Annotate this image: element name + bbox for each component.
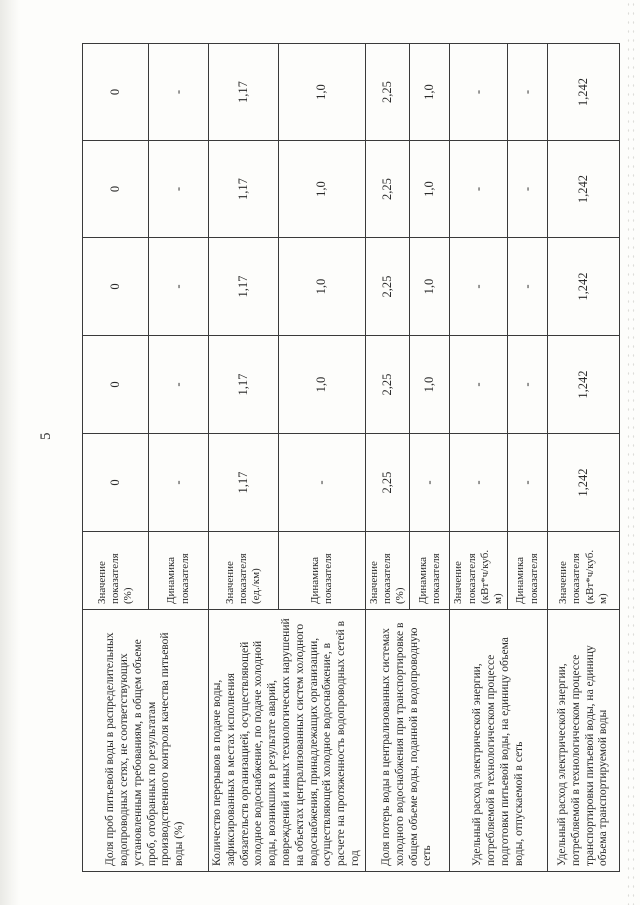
indicator-label: Значение показателя (%) — [365, 532, 410, 610]
value-cell: - — [508, 238, 548, 336]
rotated-table-container — [82, 44, 610, 872]
indicator-description: Доля потерь воды в централизованных системах холодного водоснабжения при транспортировке в общем объеме воды, поданной в водопроводную сеть — [365, 610, 450, 872]
indicator-label: Динамика показателя — [149, 532, 209, 610]
indicator-label: Динамика показателя — [508, 532, 548, 610]
value-cell: - — [149, 141, 209, 238]
value-cell: 1,0 — [410, 336, 450, 434]
value-cell: 0 — [83, 141, 149, 238]
indicator-label: Динамика показателя — [410, 532, 450, 610]
page-number: 5 — [38, 432, 54, 440]
value-cell: 1,0 — [279, 141, 366, 238]
value-cell: - — [450, 336, 508, 434]
value-cell: 2,25 — [365, 44, 410, 141]
value-cell: - — [410, 434, 450, 532]
value-cell: - — [508, 141, 548, 238]
value-cell: - — [508, 336, 548, 434]
value-cell: 1,0 — [410, 238, 450, 336]
value-cell: - — [149, 336, 209, 434]
indicator-description: Удельный расход электрической энергии, потребляемой в технологическом процессе транспортировки питьевой воды, на единицу объема транспортируемой воды — [548, 610, 620, 872]
value-cell: 1,17 — [209, 336, 279, 434]
scan-right-edge — [626, 0, 636, 905]
value-cell: 1,0 — [279, 336, 366, 434]
value-cell: - — [508, 434, 548, 532]
value-cell: 1,17 — [209, 434, 279, 532]
value-cell: - — [149, 434, 209, 532]
value-cell: 1,242 — [548, 336, 620, 434]
value-cell: 0 — [83, 44, 149, 141]
scan-left-edge — [0, 0, 20, 905]
value-cell: 1,242 — [548, 141, 620, 238]
indicator-label: Значение показателя (кВт*ч/куб. м) — [450, 532, 508, 610]
value-cell: - — [279, 434, 366, 532]
table-row — [365, 44, 410, 872]
indicators-table — [82, 43, 620, 872]
indicator-label: Значение показателя (ед./км) — [209, 532, 279, 610]
table-row — [83, 44, 149, 872]
value-cell: - — [450, 238, 508, 336]
value-cell: 2,25 — [365, 434, 410, 532]
value-cell: - — [508, 44, 548, 141]
value-cell: 1,0 — [410, 44, 450, 141]
value-cell: - — [149, 238, 209, 336]
indicator-description: Удельный расход электрической энергии, потребляемой в технологическом процессе подготовки питьевой воды, на единицу объема воды, отпускаемой в сеть — [450, 610, 548, 872]
value-cell: - — [450, 434, 508, 532]
value-cell: 0 — [83, 238, 149, 336]
table-row — [548, 44, 620, 872]
table-row — [450, 44, 508, 872]
value-cell: 0 — [83, 336, 149, 434]
value-cell: 1,17 — [209, 44, 279, 141]
value-cell: 1,0 — [279, 238, 366, 336]
value-cell: - — [450, 44, 508, 141]
value-cell: 1,242 — [548, 44, 620, 141]
indicator-label: Значение показателя (%) — [83, 532, 149, 610]
indicator-description: Доля проб питьевой воды в распределительных водопроводных сетях, не соответствующих установленным требованиям, в общем объеме проб, отобранных по результатам производственного контроля качества питьевой воды (%) — [83, 610, 209, 872]
value-cell: 2,25 — [365, 141, 410, 238]
value-cell: 1,17 — [209, 141, 279, 238]
value-cell: 2,25 — [365, 336, 410, 434]
value-cell: 1,242 — [548, 434, 620, 532]
value-cell: 1,17 — [209, 238, 279, 336]
indicator-label: Значение показателя (кВт*ч/куб. м) — [548, 532, 620, 610]
indicator-description: Количество перерывов в подаче воды, зафиксированных в местах исполнения обязательств организацией, осуществляющей холодное водоснабжение, по подаче холодной воды, возникших в результате аварий, повреждений и иных технологических нарушений на объектах централизованных систем холодного водоснабжения, принадлежащих организации, осуществляющей холодное водоснабжение, в расчете на протяженность водопроводных сетей в год — [209, 610, 366, 872]
table-row — [209, 44, 279, 872]
value-cell: 1,0 — [410, 141, 450, 238]
indicator-label: Динамика показателя — [279, 532, 366, 610]
value-cell: 1,242 — [548, 238, 620, 336]
value-cell: - — [149, 44, 209, 141]
value-cell: - — [450, 141, 508, 238]
value-cell: 2,25 — [365, 238, 410, 336]
value-cell: 0 — [83, 434, 149, 532]
value-cell: 1,0 — [279, 44, 366, 141]
